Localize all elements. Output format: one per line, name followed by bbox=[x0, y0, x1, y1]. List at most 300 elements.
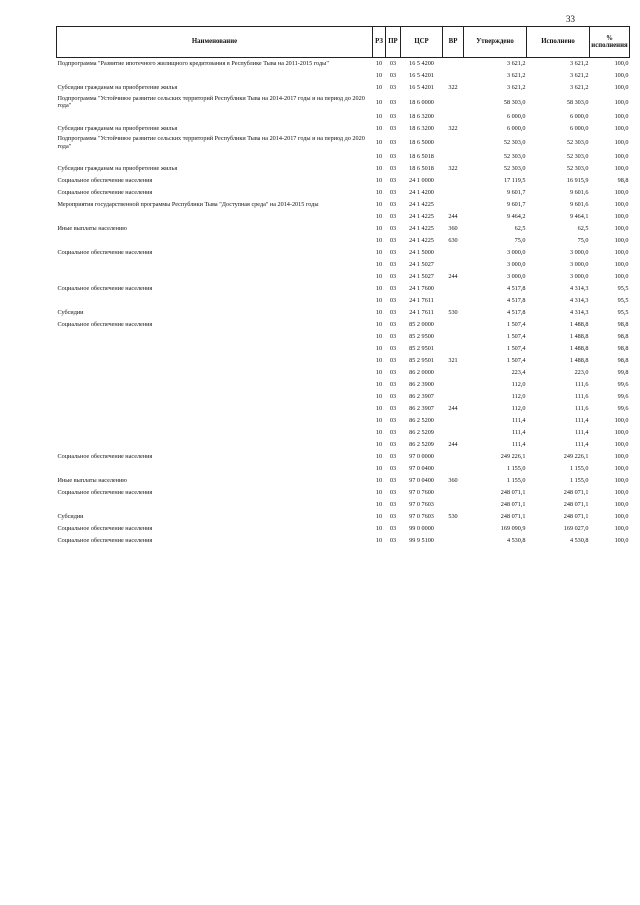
table-row bbox=[57, 235, 630, 247]
cell-name bbox=[57, 295, 373, 307]
cell-percent: 100,0 bbox=[614, 417, 629, 425]
cell-csr: 16 5 4201 bbox=[409, 84, 434, 92]
cell-vr bbox=[443, 259, 464, 271]
cell-vr: 360 bbox=[448, 477, 458, 485]
cell-pr: 03 bbox=[389, 60, 397, 68]
cell-pr: 03 bbox=[389, 381, 397, 389]
cell-name: Подпрограмма "Устойчивое развитие сельских территорий Республики Тыва на 2014-2017 годы и на период до 2020 года" bbox=[57, 95, 365, 110]
cell-pr: 03 bbox=[389, 537, 397, 545]
cell-vr: 360 bbox=[448, 225, 458, 233]
cell-csr: 24 1 0000 bbox=[409, 177, 434, 185]
cell-approved: 112,0 bbox=[511, 393, 526, 401]
cell-approved: 6 000,0 bbox=[506, 112, 526, 120]
cell-pr: 03 bbox=[389, 189, 397, 197]
cell-approved: 9 464,2 bbox=[506, 213, 526, 221]
cell-vr bbox=[443, 58, 464, 71]
cell-approved: 4 517,8 bbox=[506, 285, 526, 293]
cell-pr: 03 bbox=[389, 72, 397, 80]
cell-approved: 1 507,4 bbox=[506, 321, 526, 329]
cell-csr: 85 2 0000 bbox=[409, 321, 434, 329]
cell-executed: 3 621,2 bbox=[569, 60, 589, 68]
cell-percent: 100,0 bbox=[614, 453, 629, 461]
cell-percent: 100,0 bbox=[614, 153, 629, 161]
cell-rz: 10 bbox=[375, 525, 383, 533]
cell-approved: 75,0 bbox=[514, 237, 526, 245]
cell-name: Подпрограмма "Развитие ипотечного жилищного кредитования в Республике Тыва на 2011-2015 годы" bbox=[57, 60, 329, 68]
cell-percent: 100,0 bbox=[614, 112, 629, 120]
cell-name bbox=[57, 427, 373, 439]
cell-name: Социальное обеспечение населения bbox=[57, 537, 153, 545]
cell-name: Социальное обеспечение населения bbox=[57, 525, 153, 533]
cell-csr: 99 9 5100 bbox=[409, 537, 434, 545]
cell-approved: 111,4 bbox=[512, 441, 526, 449]
cell-percent: 100,0 bbox=[614, 98, 629, 106]
cell-name bbox=[57, 110, 373, 122]
cell-rz: 10 bbox=[375, 489, 383, 497]
cell-executed: 75,0 bbox=[577, 237, 589, 245]
cell-approved: 1 507,4 bbox=[506, 345, 526, 353]
cell-approved: 1 155,0 bbox=[506, 477, 526, 485]
table-row bbox=[57, 331, 630, 343]
cell-percent: 100,0 bbox=[614, 237, 629, 245]
cell-rz: 10 bbox=[375, 297, 383, 305]
cell-executed: 1 488,8 bbox=[569, 357, 589, 365]
table-row bbox=[57, 355, 630, 367]
cell-approved: 1 507,4 bbox=[506, 333, 526, 341]
cell-csr: 24 1 5027 bbox=[409, 273, 434, 281]
cell-vr bbox=[443, 427, 464, 439]
cell-vr bbox=[443, 499, 464, 511]
cell-approved: 1 507,4 bbox=[506, 357, 526, 365]
cell-executed: 52 303,0 bbox=[566, 153, 589, 161]
cell-csr: 18 6 0000 bbox=[409, 98, 434, 106]
cell-vr: 244 bbox=[448, 213, 458, 221]
cell-name bbox=[57, 343, 373, 355]
table-row bbox=[57, 122, 630, 134]
cell-approved: 52 303,0 bbox=[503, 153, 526, 161]
cell-approved: 112,0 bbox=[511, 381, 526, 389]
table-row bbox=[57, 259, 630, 271]
cell-rz: 10 bbox=[375, 189, 383, 197]
cell-vr: 321 bbox=[448, 357, 458, 365]
cell-percent: 100,0 bbox=[614, 189, 629, 197]
cell-percent: 100,0 bbox=[614, 165, 629, 173]
header-rz: РЗ bbox=[373, 27, 386, 58]
cell-percent: 100,0 bbox=[614, 489, 629, 497]
cell-rz: 10 bbox=[375, 153, 383, 161]
table-row bbox=[57, 134, 630, 150]
cell-csr: 97 0 0000 bbox=[409, 453, 434, 461]
cell-pr: 03 bbox=[389, 321, 397, 329]
cell-percent: 100,0 bbox=[614, 477, 629, 485]
cell-percent: 100,0 bbox=[614, 525, 629, 533]
cell-vr bbox=[443, 535, 464, 547]
cell-csr: 24 1 4225 bbox=[409, 213, 434, 221]
cell-approved: 4 530,8 bbox=[506, 537, 526, 545]
cell-pr: 03 bbox=[389, 441, 397, 449]
cell-executed: 58 303,0 bbox=[566, 98, 589, 106]
cell-rz: 10 bbox=[375, 72, 383, 80]
cell-csr: 86 2 3907 bbox=[409, 405, 434, 413]
cell-vr bbox=[443, 134, 464, 150]
cell-csr: 24 1 4225 bbox=[409, 237, 434, 245]
cell-csr: 18 6 5018 bbox=[409, 153, 434, 161]
cell-vr bbox=[443, 379, 464, 391]
cell-pr: 03 bbox=[389, 285, 397, 293]
table-row bbox=[57, 535, 630, 547]
cell-percent: 95,5 bbox=[617, 309, 629, 317]
cell-name: Социальное обеспечение населения bbox=[57, 189, 153, 197]
cell-executed: 111,6 bbox=[575, 405, 589, 413]
cell-csr: 97 0 7603 bbox=[409, 501, 434, 509]
cell-approved: 4 517,8 bbox=[506, 309, 526, 317]
header-pr: ПР bbox=[386, 27, 401, 58]
cell-name: Социальное обеспечение населения bbox=[57, 249, 153, 257]
cell-csr: 18 6 5018 bbox=[409, 165, 434, 173]
cell-pr: 03 bbox=[389, 429, 397, 437]
cell-rz: 10 bbox=[375, 177, 383, 185]
cell-executed: 1 155,0 bbox=[569, 477, 589, 485]
cell-approved: 3 000,0 bbox=[506, 261, 526, 269]
table-row bbox=[57, 343, 630, 355]
table-row bbox=[57, 439, 630, 451]
cell-vr bbox=[443, 415, 464, 427]
header-vr: ВР bbox=[443, 27, 464, 58]
cell-rz: 10 bbox=[375, 84, 383, 92]
cell-pr: 03 bbox=[389, 405, 397, 413]
cell-executed: 4 314,3 bbox=[569, 297, 589, 305]
table-row bbox=[57, 271, 630, 283]
cell-approved: 111,4 bbox=[512, 429, 526, 437]
table-row bbox=[57, 151, 630, 163]
cell-executed: 248 071,1 bbox=[563, 489, 589, 497]
cell-rz: 10 bbox=[375, 393, 383, 401]
cell-name: Субсидии гражданам на приобретение жилья bbox=[57, 84, 178, 92]
cell-rz: 10 bbox=[375, 513, 383, 521]
cell-executed: 3 000,0 bbox=[569, 261, 589, 269]
cell-percent: 100,0 bbox=[614, 249, 629, 257]
table-row bbox=[57, 307, 630, 319]
table-row bbox=[57, 463, 630, 475]
table-row bbox=[57, 223, 630, 235]
cell-pr: 03 bbox=[389, 153, 397, 161]
cell-rz: 10 bbox=[375, 309, 383, 317]
cell-vr: 322 bbox=[448, 84, 458, 92]
cell-pr: 03 bbox=[389, 98, 397, 106]
cell-percent: 95,5 bbox=[617, 285, 629, 293]
cell-vr bbox=[443, 451, 464, 463]
cell-percent: 100,0 bbox=[614, 513, 629, 521]
cell-csr: 97 0 7603 bbox=[409, 513, 434, 521]
cell-executed: 223,0 bbox=[574, 369, 589, 377]
cell-percent: 100,0 bbox=[614, 429, 629, 437]
cell-rz: 10 bbox=[375, 273, 383, 281]
table-row bbox=[57, 70, 630, 82]
cell-name: Иные выплаты населению bbox=[57, 225, 127, 233]
cell-csr: 24 1 7611 bbox=[409, 297, 434, 305]
cell-name bbox=[57, 439, 373, 451]
table-row bbox=[57, 199, 630, 211]
cell-percent: 100,0 bbox=[614, 225, 629, 233]
cell-vr bbox=[443, 151, 464, 163]
cell-name bbox=[57, 391, 373, 403]
cell-name: Субсидии bbox=[57, 309, 84, 317]
cell-name bbox=[57, 151, 373, 163]
cell-csr: 86 2 5200 bbox=[409, 417, 434, 425]
cell-percent: 100,0 bbox=[614, 124, 629, 132]
cell-pr: 03 bbox=[389, 201, 397, 209]
cell-rz: 10 bbox=[375, 417, 383, 425]
cell-csr: 85 2 9500 bbox=[409, 333, 434, 341]
cell-vr bbox=[443, 70, 464, 82]
cell-csr: 86 2 0000 bbox=[409, 369, 434, 377]
cell-rz: 10 bbox=[375, 139, 383, 146]
cell-rz: 10 bbox=[375, 369, 383, 377]
cell-rz: 10 bbox=[375, 165, 383, 173]
cell-executed: 1 488,8 bbox=[569, 321, 589, 329]
table-row bbox=[57, 415, 630, 427]
cell-csr: 85 2 9501 bbox=[409, 357, 434, 365]
cell-vr bbox=[443, 367, 464, 379]
cell-name bbox=[57, 367, 373, 379]
cell-vr bbox=[443, 331, 464, 343]
cell-approved: 3 000,0 bbox=[506, 273, 526, 281]
cell-executed: 3 000,0 bbox=[569, 249, 589, 257]
cell-executed: 3 621,2 bbox=[569, 72, 589, 80]
table-body bbox=[57, 58, 630, 547]
cell-approved: 52 303,0 bbox=[503, 165, 526, 173]
cell-csr: 24 1 7611 bbox=[409, 309, 434, 317]
cell-executed: 52 303,0 bbox=[566, 165, 589, 173]
cell-executed: 16 915,9 bbox=[566, 177, 589, 185]
table-row bbox=[57, 511, 630, 523]
cell-rz: 10 bbox=[375, 261, 383, 269]
cell-percent: 100,0 bbox=[614, 139, 629, 146]
cell-percent: 100,0 bbox=[614, 441, 629, 449]
cell-name: Подпрограмма "Устойчивое развитие сельских территорий Республики Тыва на 2014-2017 годы и на период до 2020 года" bbox=[57, 135, 365, 150]
cell-executed: 111,6 bbox=[575, 381, 589, 389]
cell-pr: 03 bbox=[389, 177, 397, 185]
header-approved: Утверждено bbox=[464, 27, 527, 58]
cell-percent: 98,8 bbox=[617, 321, 629, 329]
cell-executed: 6 000,0 bbox=[569, 124, 589, 132]
cell-name bbox=[57, 499, 373, 511]
cell-name: Субсидии гражданам на приобретение жилья bbox=[57, 124, 178, 132]
cell-name bbox=[57, 235, 373, 247]
cell-rz: 10 bbox=[375, 357, 383, 365]
cell-percent: 99,6 bbox=[617, 405, 629, 413]
cell-executed: 1 155,0 bbox=[569, 465, 589, 473]
cell-percent: 100,0 bbox=[614, 60, 629, 68]
cell-percent: 100,0 bbox=[614, 261, 629, 269]
cell-approved: 111,4 bbox=[512, 417, 526, 425]
cell-pr: 03 bbox=[389, 84, 397, 92]
table-row bbox=[57, 211, 630, 223]
cell-name bbox=[57, 70, 373, 82]
table-row bbox=[57, 487, 630, 499]
cell-approved: 58 303,0 bbox=[503, 98, 526, 106]
cell-csr: 86 2 5209 bbox=[409, 429, 434, 437]
cell-rz: 10 bbox=[375, 112, 383, 120]
header-percent: % исполнения bbox=[590, 27, 630, 58]
cell-name: Социальное обеспечение населения bbox=[57, 285, 153, 293]
cell-csr: 18 6 5000 bbox=[409, 139, 434, 146]
cell-approved: 3 621,2 bbox=[506, 60, 526, 68]
cell-rz: 10 bbox=[375, 441, 383, 449]
cell-approved: 223,4 bbox=[511, 369, 526, 377]
cell-pr: 03 bbox=[389, 112, 397, 120]
cell-executed: 52 303,0 bbox=[566, 139, 589, 146]
cell-pr: 03 bbox=[389, 465, 397, 473]
header-executed: Исполнено bbox=[527, 27, 590, 58]
cell-executed: 9 464,1 bbox=[569, 213, 589, 221]
cell-percent: 100,0 bbox=[614, 273, 629, 281]
table-header-row bbox=[57, 27, 630, 58]
cell-percent: 99,6 bbox=[617, 381, 629, 389]
table-row bbox=[57, 110, 630, 122]
cell-name bbox=[57, 403, 373, 415]
cell-approved: 248 071,1 bbox=[500, 501, 526, 509]
table-row bbox=[57, 403, 630, 415]
cell-percent: 98,8 bbox=[617, 333, 629, 341]
cell-rz: 10 bbox=[375, 213, 383, 221]
cell-pr: 03 bbox=[389, 369, 397, 377]
cell-percent: 98,8 bbox=[617, 177, 629, 185]
cell-vr bbox=[443, 199, 464, 211]
cell-percent: 100,0 bbox=[614, 201, 629, 209]
budget-execution-table bbox=[56, 26, 630, 547]
cell-name: Социальное обеспечение населения bbox=[57, 321, 153, 329]
table-row bbox=[57, 499, 630, 511]
cell-rz: 10 bbox=[375, 345, 383, 353]
cell-csr: 86 2 3907 bbox=[409, 393, 434, 401]
cell-executed: 9 601,6 bbox=[569, 189, 589, 197]
cell-pr: 03 bbox=[389, 513, 397, 521]
cell-name bbox=[57, 211, 373, 223]
cell-executed: 169 027,0 bbox=[563, 525, 589, 533]
cell-vr: 244 bbox=[448, 273, 458, 281]
cell-name bbox=[57, 415, 373, 427]
cell-pr: 03 bbox=[389, 525, 397, 533]
cell-approved: 4 517,8 bbox=[506, 297, 526, 305]
cell-name bbox=[57, 379, 373, 391]
cell-executed: 111,6 bbox=[575, 393, 589, 401]
cell-executed: 3 000,0 bbox=[569, 273, 589, 281]
cell-rz: 10 bbox=[375, 98, 383, 106]
table-row bbox=[57, 451, 630, 463]
cell-executed: 1 488,8 bbox=[569, 333, 589, 341]
cell-csr: 99 0 0000 bbox=[409, 525, 434, 533]
cell-pr: 03 bbox=[389, 417, 397, 425]
table-row bbox=[57, 283, 630, 295]
table-row bbox=[57, 58, 630, 71]
cell-vr bbox=[443, 247, 464, 259]
cell-executed: 6 000,0 bbox=[569, 112, 589, 120]
cell-vr bbox=[443, 175, 464, 187]
cell-vr: 530 bbox=[448, 309, 458, 317]
page-number: 33 bbox=[566, 14, 575, 24]
cell-approved: 9 601,7 bbox=[506, 189, 526, 197]
cell-name: Иные выплаты населению bbox=[57, 477, 127, 485]
table-row bbox=[57, 427, 630, 439]
cell-name bbox=[57, 355, 373, 367]
cell-pr: 03 bbox=[389, 261, 397, 269]
cell-pr: 03 bbox=[389, 273, 397, 281]
cell-pr: 03 bbox=[389, 489, 397, 497]
cell-pr: 03 bbox=[389, 453, 397, 461]
cell-pr: 03 bbox=[389, 124, 397, 132]
header-name: Наименование bbox=[57, 27, 373, 58]
cell-vr: 244 bbox=[448, 405, 458, 413]
cell-executed: 111,4 bbox=[575, 429, 589, 437]
table-row bbox=[57, 391, 630, 403]
cell-approved: 6 000,0 bbox=[506, 124, 526, 132]
cell-pr: 03 bbox=[389, 345, 397, 353]
cell-csr: 24 1 7600 bbox=[409, 285, 434, 293]
cell-name bbox=[57, 259, 373, 271]
cell-executed: 62,5 bbox=[577, 225, 589, 233]
cell-csr: 24 1 4200 bbox=[409, 189, 434, 197]
cell-rz: 10 bbox=[375, 429, 383, 437]
cell-vr bbox=[443, 391, 464, 403]
cell-csr: 16 5 4200 bbox=[409, 60, 434, 68]
cell-pr: 03 bbox=[389, 357, 397, 365]
cell-name: Социальное обеспечение населения bbox=[57, 177, 153, 185]
cell-rz: 10 bbox=[375, 124, 383, 132]
cell-executed: 111,4 bbox=[575, 417, 589, 425]
cell-approved: 3 000,0 bbox=[506, 249, 526, 257]
cell-rz: 10 bbox=[375, 321, 383, 329]
cell-percent: 100,0 bbox=[614, 537, 629, 545]
cell-executed: 4 530,8 bbox=[569, 537, 589, 545]
cell-csr: 18 6 3200 bbox=[409, 124, 434, 132]
cell-rz: 10 bbox=[375, 249, 383, 257]
cell-executed: 4 314,3 bbox=[569, 285, 589, 293]
cell-name: Субсидии гражданам на приобретение жилья bbox=[57, 165, 178, 173]
cell-name bbox=[57, 463, 373, 475]
cell-csr: 18 6 3200 bbox=[409, 112, 434, 120]
cell-rz: 10 bbox=[375, 333, 383, 341]
cell-approved: 3 621,2 bbox=[506, 72, 526, 80]
cell-name bbox=[57, 271, 373, 283]
cell-vr bbox=[443, 295, 464, 307]
cell-pr: 03 bbox=[389, 237, 397, 245]
cell-percent: 100,0 bbox=[614, 465, 629, 473]
table-row bbox=[57, 187, 630, 199]
cell-name: Мероприятия государственной программы Республики Тыва "Доступная среда" на 2014-2015 годы bbox=[57, 201, 319, 209]
cell-percent: 100,0 bbox=[614, 501, 629, 509]
cell-pr: 03 bbox=[389, 297, 397, 305]
cell-executed: 249 226,1 bbox=[563, 453, 589, 461]
cell-executed: 4 314,3 bbox=[569, 309, 589, 317]
cell-executed: 111,4 bbox=[575, 441, 589, 449]
cell-approved: 3 621,2 bbox=[506, 84, 526, 92]
table-row bbox=[57, 82, 630, 94]
cell-vr bbox=[443, 187, 464, 199]
cell-rz: 10 bbox=[375, 465, 383, 473]
cell-percent: 100,0 bbox=[614, 72, 629, 80]
cell-csr: 24 1 4225 bbox=[409, 201, 434, 209]
cell-vr bbox=[443, 110, 464, 122]
cell-rz: 10 bbox=[375, 477, 383, 485]
cell-vr bbox=[443, 523, 464, 535]
cell-executed: 248 071,1 bbox=[563, 501, 589, 509]
cell-vr: 530 bbox=[448, 513, 458, 521]
cell-pr: 03 bbox=[389, 477, 397, 485]
cell-csr: 24 1 5027 bbox=[409, 261, 434, 269]
cell-approved: 248 071,1 bbox=[500, 489, 526, 497]
cell-vr bbox=[443, 94, 464, 110]
